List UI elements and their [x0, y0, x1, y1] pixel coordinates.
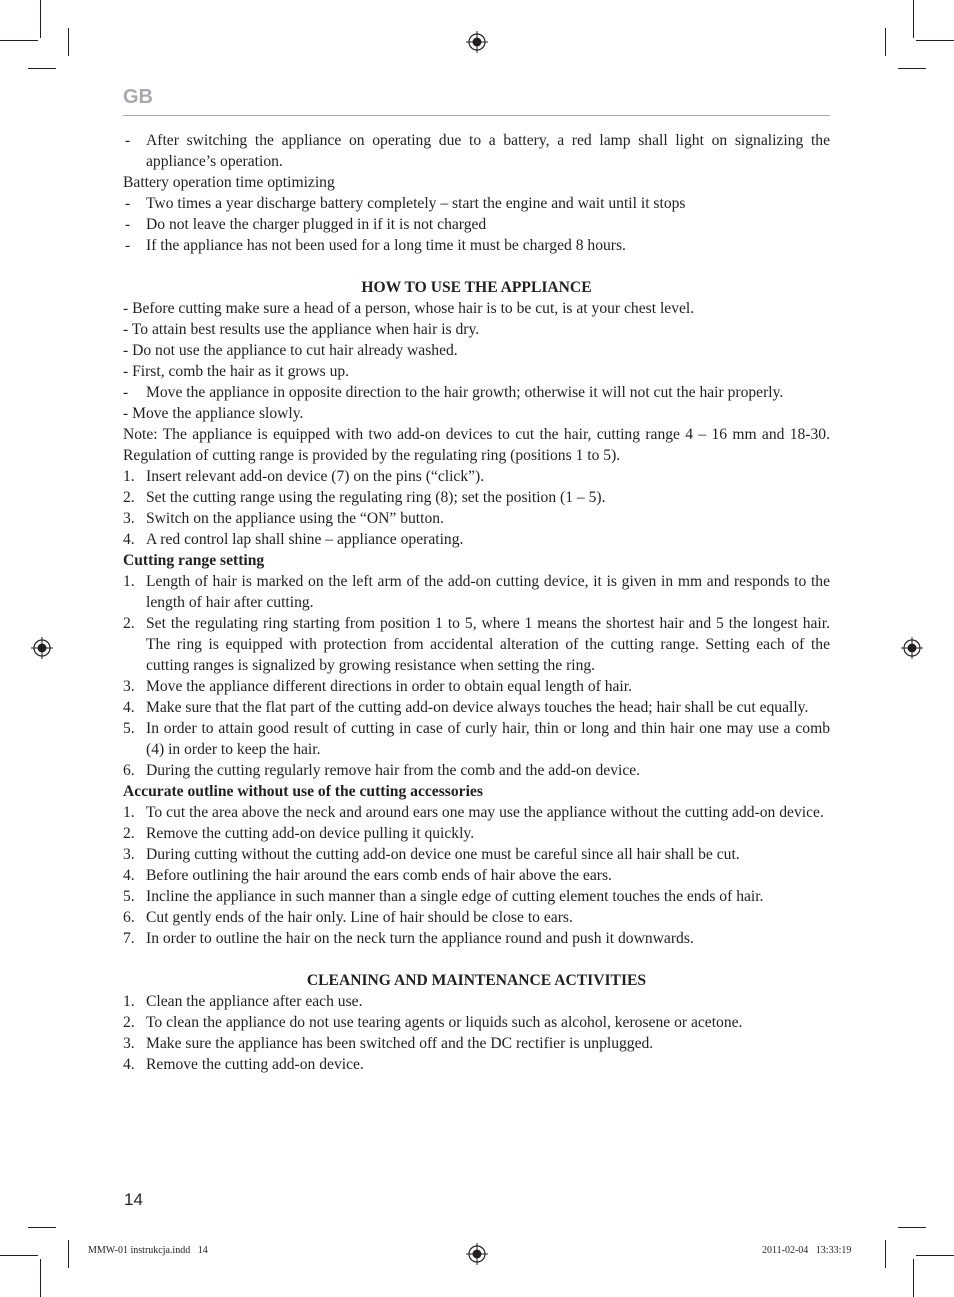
list-item — [123, 844, 830, 865]
crop-mark — [913, 1259, 914, 1297]
list-item — [123, 886, 830, 907]
list-marker: 6. — [123, 909, 135, 926]
paragraph: Battery operation time optimizing — [123, 174, 335, 191]
list-item — [123, 466, 830, 487]
list-item — [123, 823, 830, 844]
registration-mark-icon — [901, 637, 923, 659]
list-item — [123, 1054, 830, 1075]
list-item-text: After switching the appliance on operating due to a battery, a red lamp shall light on signalizing the appliance’s operation. — [146, 132, 830, 170]
section-heading: CLEANING AND MAINTENANCE ACTIVITIES — [306, 972, 647, 989]
list-marker: 1. — [123, 993, 135, 1010]
list-item-text: To cut the area above the neck and around ears one may use the appliance without the cutting add-on device. — [146, 804, 824, 821]
crop-mark — [68, 28, 69, 56]
list-marker: 3. — [123, 678, 135, 695]
crop-mark — [40, 0, 41, 38]
list-item — [123, 382, 830, 403]
list-marker: - — [125, 132, 131, 149]
page-number: 14 — [124, 1190, 143, 1209]
crop-mark — [0, 1255, 38, 1256]
list-item-text: Move the appliance in opposite direction to the hair growth; otherwise it will not cut the hair properly. — [146, 384, 784, 401]
list-marker: 1. — [123, 468, 135, 485]
page-content — [123, 130, 830, 1075]
list-item — [123, 718, 830, 760]
list-item-text: Set the regulating ring starting from position 1 to 5, where 1 means the shortest hair and 5 the longest hair. The ring is equipped with protection from accidental alteration of the cutting range. Setting each of the cutting ranges is signalized by growing resistance when setting the ring. — [146, 615, 830, 674]
registration-mark-icon — [31, 637, 53, 659]
list-item — [123, 697, 830, 718]
list-item-text: Do not leave the charger plugged in if it is not charged — [146, 216, 487, 233]
list-item-text: Insert relevant add-on device (7) on the pins (“click”). — [146, 468, 485, 485]
list-item — [123, 1033, 830, 1054]
list-item-text: Before outlining the hair around the ears comb ends of hair above the ears. — [146, 867, 612, 884]
list-item — [123, 907, 830, 928]
subsection-heading: Cutting range setting — [123, 552, 265, 569]
list-item — [123, 571, 830, 613]
list-item-text: Clean the appliance after each use. — [146, 993, 363, 1010]
list-item — [123, 613, 830, 676]
list-item-text: Two times a year discharge battery completely – start the engine and wait until it stops — [146, 195, 686, 212]
list-item-text: In order to attain good result of cutting in case of curly hair, thin or long and thin hair one may use a comb (4) in order to keep the hair. — [146, 720, 830, 758]
list-item-text: If the appliance has not been used for a long time it must be charged 8 hours. — [146, 237, 626, 254]
registration-mark-icon — [466, 1243, 488, 1265]
list-marker: - — [125, 195, 131, 212]
crop-mark — [0, 40, 38, 41]
crop-mark — [916, 40, 954, 41]
slug-filename: MMW-01 instrukcja.indd 14 — [88, 1245, 208, 1256]
crop-mark — [28, 1227, 56, 1228]
list-item-text: Switch on the appliance using the “ON” button. — [146, 510, 444, 527]
crop-mark — [898, 1227, 926, 1228]
crop-mark — [885, 1240, 886, 1268]
list-marker: 3. — [123, 1035, 135, 1052]
list-item-text: Incline the appliance in such manner than a single edge of cutting element touches the ends of hair. — [146, 888, 764, 905]
list-marker: 4. — [123, 699, 135, 716]
list-item — [123, 508, 830, 529]
crop-mark — [885, 28, 886, 56]
crop-mark — [898, 68, 926, 69]
list-item-text: Make sure that the flat part of the cutting add-on device always touches the head; hair shall be cut equally. — [146, 699, 809, 716]
list-marker: 1. — [123, 804, 135, 821]
list-item — [123, 928, 830, 949]
list-marker: 2. — [123, 825, 135, 842]
list-item — [123, 865, 830, 886]
list-marker: 2. — [123, 1014, 135, 1031]
list-item-text: Cut gently ends of the hair only. Line of hair should be close to ears. — [146, 909, 573, 926]
list-item-text: Set the cutting range using the regulating ring (8); set the position (1 – 5). — [146, 489, 606, 506]
crop-mark — [916, 1255, 954, 1256]
list-item — [123, 214, 830, 235]
list-marker: 6. — [123, 762, 135, 779]
list-marker: - — [125, 216, 131, 233]
paragraph: - First, comb the hair as it grows up. — [123, 363, 350, 380]
list-item — [123, 1012, 830, 1033]
list-item-text: Remove the cutting add-on device. — [146, 1056, 364, 1073]
crop-mark — [913, 0, 914, 38]
list-item — [123, 193, 830, 214]
list-item-text: During cutting without the cutting add-on device one must be careful since all hair shall be cut. — [146, 846, 740, 863]
list-marker: - — [123, 384, 129, 401]
list-item — [123, 529, 830, 550]
paragraph: - Before cutting make sure a head of a person, whose hair is to be cut, is at your chest level. — [123, 300, 695, 317]
list-marker: 7. — [123, 930, 135, 947]
list-marker: 3. — [123, 846, 135, 863]
list-marker: 2. — [123, 489, 135, 506]
section-heading: HOW TO USE THE APPLIANCE — [361, 279, 592, 296]
list-marker: 5. — [123, 888, 135, 905]
slug-timestamp: 2011-02-04 13:33:19 — [762, 1245, 852, 1256]
note-paragraph: Note: The appliance is equipped with two add-on devices to cut the hair, cutting range 4 – 16 mm and 18-30. Regulation of cutting range is provided by the regulating ring (positions 1 to 5). — [123, 426, 830, 464]
list-marker: 4. — [123, 1056, 135, 1073]
paragraph: - Do not use the appliance to cut hair already washed. — [123, 342, 458, 359]
list-item — [123, 235, 830, 256]
crop-mark — [68, 1240, 69, 1268]
list-item — [123, 487, 830, 508]
crop-mark — [28, 68, 56, 69]
subsection-heading: Accurate outline without use of the cutting accessories — [123, 783, 483, 800]
list-marker: 2. — [123, 615, 135, 632]
list-item — [123, 130, 830, 172]
list-marker: 1. — [123, 573, 135, 590]
list-marker: 3. — [123, 510, 135, 527]
list-item-text: Move the appliance different directions in order to obtain equal length of hair. — [146, 678, 632, 695]
language-code: GB — [123, 86, 153, 108]
list-item-text: Length of hair is marked on the left arm of the add-on cutting device, it is given in mm and responds to the length of hair after cutting. — [146, 573, 830, 611]
list-marker: - — [125, 237, 131, 254]
paragraph: - To attain best results use the appliance when hair is dry. — [123, 321, 480, 338]
list-item — [123, 991, 830, 1012]
list-marker: 5. — [123, 720, 135, 737]
header-rule — [123, 115, 830, 116]
list-item-text: In order to outline the hair on the neck turn the appliance round and push it downwards. — [146, 930, 694, 947]
list-item-text: During the cutting regularly remove hair from the comb and the add-on device. — [146, 762, 641, 779]
list-item-text: To clean the appliance do not use tearing agents or liquids such as alcohol, kerosene or acetone. — [146, 1014, 743, 1031]
list-item — [123, 802, 830, 823]
crop-mark — [40, 1259, 41, 1297]
list-marker: 4. — [123, 867, 135, 884]
list-item-text: Remove the cutting add-on device pulling it quickly. — [146, 825, 475, 842]
paragraph: - Move the appliance slowly. — [123, 405, 304, 422]
list-item — [123, 676, 830, 697]
list-item — [123, 760, 830, 781]
list-marker: 4. — [123, 531, 135, 548]
list-item-text: A red control lap shall shine – appliance operating. — [146, 531, 464, 548]
list-item-text: Make sure the appliance has been switched off and the DC rectifier is unplugged. — [146, 1035, 654, 1052]
registration-mark-icon — [466, 31, 488, 53]
